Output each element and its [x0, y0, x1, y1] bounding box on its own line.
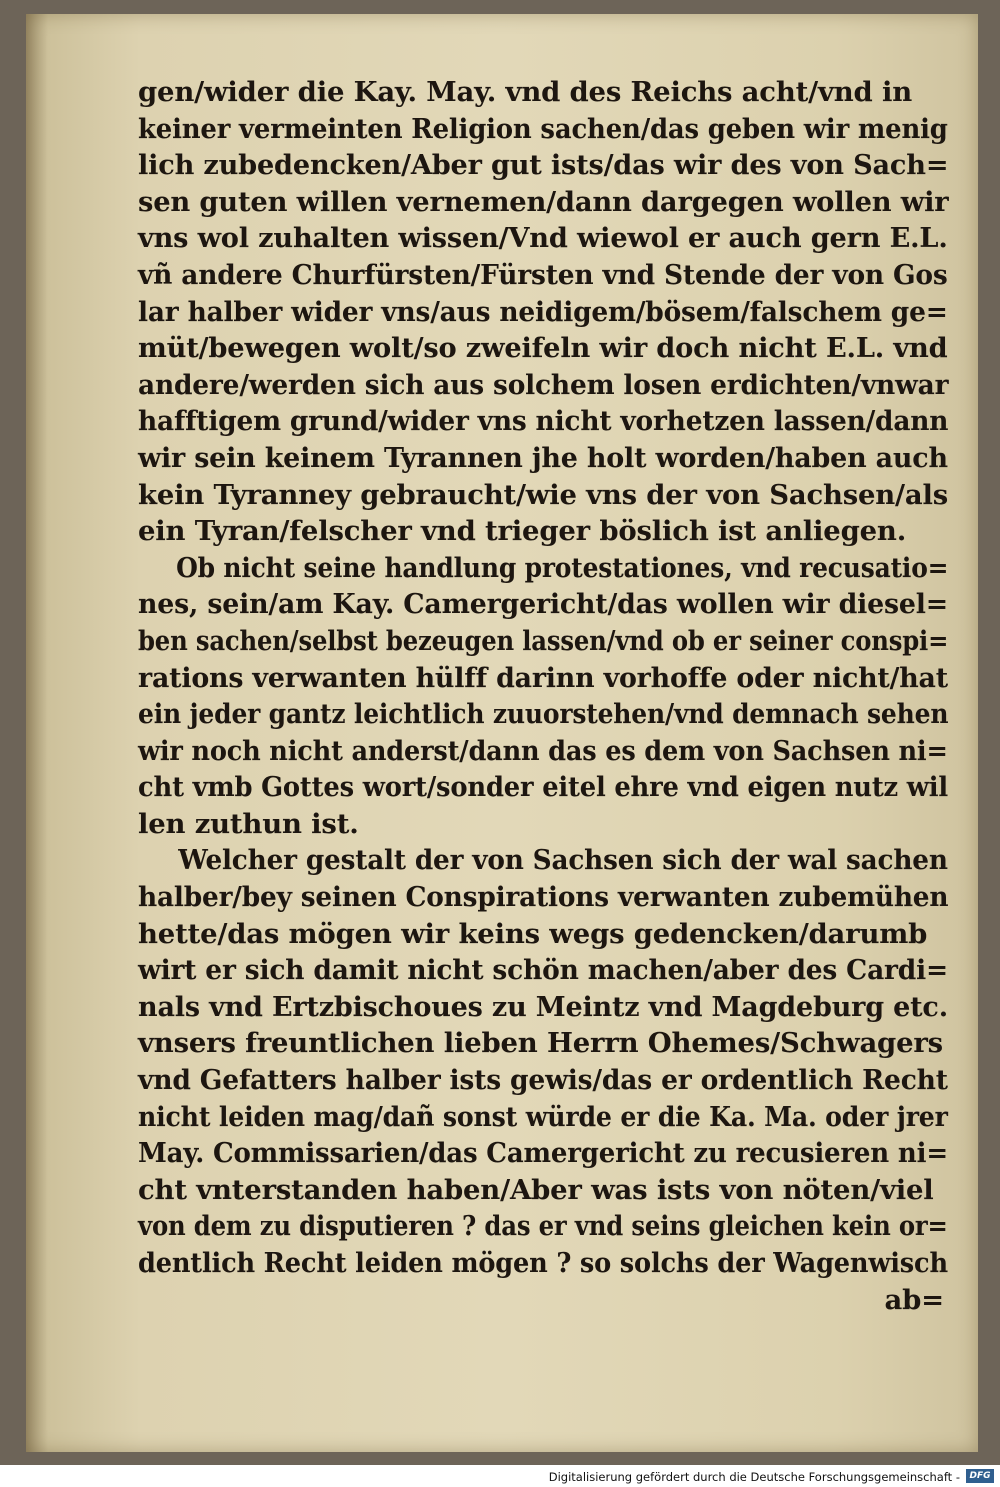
- text-line: sen guten willen vernemen/dann dargegen wollen wir: [138, 185, 949, 218]
- text-line: ben sachen/selbst bezeugen lassen/vnd ob er seiner conspi=: [138, 624, 949, 657]
- body-text: [138, 74, 948, 1318]
- text-line: wirt er sich damit nicht schön machen/aber des Cardi=: [138, 954, 948, 987]
- text-line: dentlich Recht leiden mögen ? so solchs der Wagenwisch: [138, 1247, 948, 1279]
- text-line: nals vnd Ertzbischoues zu Meintz vnd Magdeburg etc.: [138, 990, 948, 1023]
- text-line: von dem zu disputieren ? das er vnd seins gleichen kein or=: [138, 1210, 948, 1243]
- text-line: vnsers freuntlichen lieben Herrn Ohemes/Schwagers: [138, 1027, 943, 1060]
- funding-credit: Digitalisierung gefördert durch die Deutsche Forschungsgemeinschaft -: [548, 1470, 960, 1484]
- text-line: cht vmb Gottes wort/sonder eitel ehre vnd eigen nutz wil: [138, 771, 949, 804]
- text-line: vns wol zuhalten wissen/Vnd wiewol er auch gern E.L.: [138, 222, 948, 255]
- text-line: nicht leiden mag/dañ sonst würde er die Ka. Ma. oder jrer: [138, 1100, 948, 1133]
- text-line: halber/bey seinen Conspirations verwanten zubemühen: [138, 881, 949, 914]
- text-line: müt/bewegen wolt/so zweifeln wir doch nicht E.L. vnd: [138, 332, 948, 365]
- paragraph-start-line: Ob nicht seine handlung protestationes, vnd recusatio=: [176, 551, 949, 584]
- catchword: ab=: [884, 1283, 944, 1316]
- text-line: ein Tyran/felscher vnd trieger böslich ist anliegen.: [138, 515, 907, 548]
- dfg-logo: DFG: [966, 1469, 994, 1483]
- text-line: lar halber wider vns/aus neidigem/bösem/falschem ge=: [138, 295, 948, 328]
- text-line: kein Tyranney gebraucht/wie vns der von Sachsen/als: [138, 478, 948, 511]
- text-line: rations verwanten hülff darinn vorhoffe oder nicht/hat: [138, 661, 948, 694]
- book-page: [26, 14, 978, 1452]
- page-gutter-shadow: [26, 14, 48, 1452]
- text-line: vñ andere Churfürsten/Fürsten vnd Stende der von Gos: [138, 258, 948, 291]
- text-line: hette/das mögen wir keins wegs gedencken/darumb: [138, 917, 928, 950]
- text-line: len zuthun ist.: [138, 807, 359, 840]
- text-line: keiner vermeinten Religion sachen/das geben wir menig: [138, 112, 948, 145]
- paragraph-start-line: Welcher gestalt der von Sachsen sich der wal sachen: [178, 844, 948, 877]
- text-line: nes, sein/am Kay. Camergericht/das wollen wir diesel=: [138, 588, 948, 621]
- text-line: gen/wider die Kay. May. vnd des Reichs acht/vnd in: [138, 76, 913, 108]
- text-line: cht vnterstanden haben/Aber was ists von nöten/viel: [138, 1173, 934, 1206]
- text-line: vnd Gefatters halber ists gewis/das er ordentlich Recht: [138, 1064, 948, 1097]
- text-line: May. Commissarien/das Camergericht zu recusieren ni=: [138, 1137, 948, 1170]
- footer-bar: [0, 1465, 1000, 1487]
- text-line: hafftigem grund/wider vns nicht vorhetzen lassen/dann: [138, 405, 949, 438]
- text-line: wir noch nicht anderst/dann das es dem von Sachsen ni=: [138, 734, 948, 767]
- text-line: wir sein keinem Tyrannen jhe holt worden/haben auch: [138, 441, 948, 474]
- text-line: lich zubedencken/Aber gut ists/das wir des von Sach=: [138, 149, 949, 182]
- text-line: andere/werden sich aus solchem losen erdichten/vnwar: [138, 368, 949, 401]
- text-line: ein jeder gantz leichtlich zuuorstehen/vnd demnach sehen: [138, 698, 949, 731]
